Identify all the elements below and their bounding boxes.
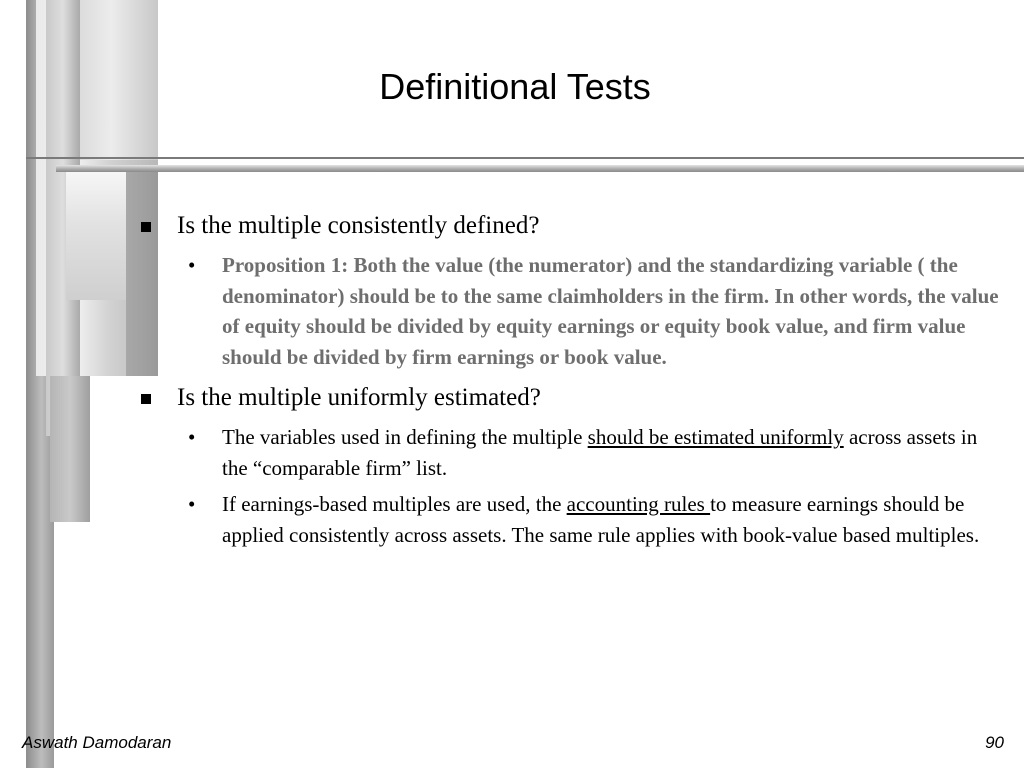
footer-author: Aswath Damodaran (22, 733, 172, 752)
footer-page-number: 90 (985, 733, 1004, 752)
square-bullet-icon (141, 394, 151, 404)
bullet-level2 (140, 250, 1000, 372)
bullet-level2 (140, 422, 1000, 483)
title-divider-thin (26, 157, 1024, 159)
bullet-level2 (140, 489, 1000, 550)
round-bullet-icon: • (188, 253, 196, 277)
bullet-text-part: The variables used in defining the multiple (222, 425, 588, 449)
square-bullet-icon (141, 222, 151, 232)
bullet-level1 (140, 210, 1000, 242)
proposition-text: Proposition 1: Both the value (the numerator) and the standardizing variable ( the denominator) should be to the same claimholders in the firm. In other words, the value of equity should be divided by equity earnings or equity book value, and firm value should be divided by firm earnings or book value. (222, 253, 999, 369)
decorative-bar (80, 0, 158, 160)
bullet-text: Is the multiple consistently defined? (177, 212, 540, 239)
bullet-text-part: across assets in the “comparable firm” list. (222, 425, 978, 480)
slide-title: Definitional Tests (379, 66, 651, 107)
bullet-text-part: If earnings-based multiples are used, the (222, 492, 567, 516)
bullet-text: Is the multiple uniformly estimated? (177, 384, 541, 411)
round-bullet-icon: • (188, 492, 196, 516)
underlined-text: should be estimated uniformly (587, 425, 844, 449)
bullet-level1 (140, 382, 1000, 414)
round-bullet-icon: • (188, 425, 196, 449)
bullet-text-part: to measure earnings should be applied consistently across assets. The same rule applies with book-value based multiples. (222, 492, 980, 547)
title-divider-thick (56, 165, 1024, 172)
decorative-bar (50, 376, 90, 522)
decorative-bar (66, 172, 126, 300)
underlined-text: accounting rules (566, 492, 711, 516)
slide-content (140, 210, 1000, 556)
